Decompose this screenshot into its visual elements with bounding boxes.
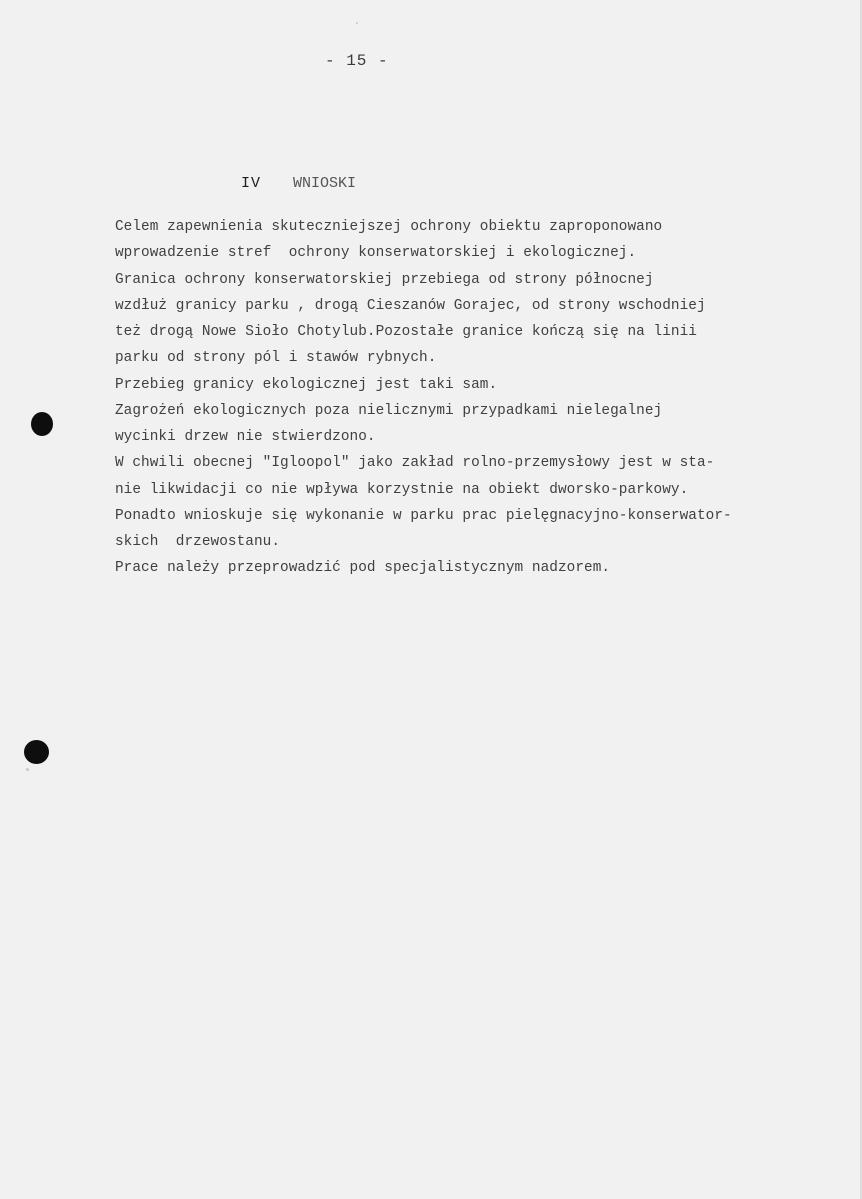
body-line: Przebieg granicy ekologicznej jest taki sam. [115,376,498,393]
body-line: parku od strony pól i stawów rybnych. [115,350,437,367]
body-line: W chwili obecnej "Igloopol" jako zakład rolno-przemysłowy jest w sta- [115,455,715,472]
section-title: WNIOSKI [293,175,357,192]
body-line: Zagrożeń ekologicznych poza nielicznymi przypadkami nielegalnej [115,402,663,419]
punch-hole-top [31,412,53,436]
page-number: - 15 - [325,52,389,70]
body-line: Prace należy przeprowadzić pod specjalistycznym nadzorem. [115,560,611,577]
paper-speck [26,768,29,771]
body-line: Ponadto wnioskuje się wykonanie w parku prac pielęgnacyjno-konserwator- [115,507,732,524]
body-line: wprowadzenie stref ochrony konserwatorskiej i ekologicznej. [115,245,637,262]
body-line: Celem zapewnienia skuteczniejszej ochrony obiektu zaproponowano [115,219,663,235]
punch-hole-bottom [24,740,49,764]
body-text [115,214,860,582]
section-heading [205,158,356,209]
paper-speck [356,22,358,24]
body-line: też drogą Nowe Sioło Chotylub.Pozostałe granice kończą się na linii [115,324,697,340]
body-line: skich drzewostanu. [115,534,281,550]
body-line: nie likwidacji co nie wpływa korzystnie na obiekt dworsko-parkowy. [115,481,689,498]
section-numeral: IV [241,175,262,192]
body-line: wycinki drzew nie stwierdzono. [115,429,376,445]
body-line: wzdłuż granicy parku , drogą Cieszanów Gorajec, od strony wschodniej [115,297,706,314]
body-line: Granica ochrony konserwatorskiej przebiega od strony północnej [115,271,654,288]
